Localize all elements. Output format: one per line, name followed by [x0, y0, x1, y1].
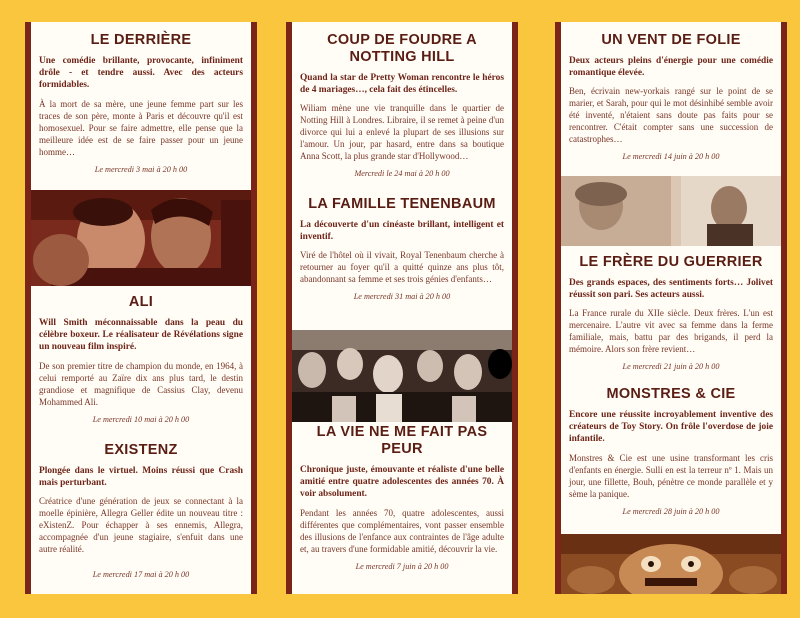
- film-synopsis: Pendant les années 70, quatre adolescentes, aussi différentes que complémentaires, vont passer ensemble des illusions de l'enfance aux contraintes de l'âge adulte et, au travers d'une formidable amitié, découvrir la vie.: [300, 507, 504, 554]
- film-synopsis: La France rurale du XIIe siècle. Deux frères. L'un est mercenaire. L'autre vit avec sa femme dans la ferme familiale, mais, battu par des brigands, il perd la mémoire. Alors son frère revient…: [569, 308, 773, 355]
- film-title: LE FRÈRE DU GUERRIER: [579, 254, 763, 270]
- film-notting-hill: [292, 32, 512, 178]
- film-tagline: Des grands espaces, des sentiments forts… Jolivet réussit son pari. Ses acteurs aussi.: [569, 278, 773, 301]
- film-synopsis: Ben, écrivain new-yorkais rangé sur le point de se marier, et Sarah, pour qui le mot désinhibé semble avoir été inventé, n'étaient sans doute pas faits pour se rencontrer. C'était compter sans une succession de catastrophes…: [569, 86, 773, 145]
- film-date: Le mercredi 28 juin à 20 h 00: [622, 506, 720, 516]
- film-date: Le mercredi 14 juin à 20 h 00: [622, 152, 720, 162]
- film-frere-guerrier: [561, 254, 781, 371]
- film-date: Mercredi le 24 mai à 20 h 00: [354, 169, 450, 179]
- panel-right: [555, 22, 787, 594]
- film-date: Le mercredi 10 mai à 20 h 00: [92, 414, 190, 424]
- film-date: Le mercredi 17 mai à 20 h 00: [92, 570, 190, 579]
- film-title: EXISTENZ: [104, 442, 178, 458]
- panel-left: [25, 22, 257, 594]
- film-date: Le mercredi 3 mai à 20 h 00: [94, 164, 188, 174]
- panel-center: [286, 22, 518, 594]
- film-synopsis: Wiliam mène une vie tranquille dans le quartier de Notting Hill à Londres. Libraire, il se remet à peine d'un divorce qui lui a enlevé la plupart de ses illusions sur l'amour. Un jour, par hasard, entre dans sa boutique Anna Scott, la plus grande star d'Hollywood…: [300, 103, 504, 162]
- still-monstres-cie: [561, 534, 781, 594]
- film-date: Le mercredi 7 juin à 20 h 00: [355, 561, 449, 571]
- film-tagline: Will Smith méconnaissable dans la peau du célèbre boxeur. Le réalisateur de Révélations signe un nouveau film inspiré.: [39, 318, 243, 353]
- film-synopsis: De son premier titre de champion du monde, en 1964, à celui remporté au Zaïre dix ans plus tard, le destin grandiose et magnifique de Cassius Clay, devenu Mohammed Ali.: [39, 360, 243, 407]
- film-tagline: Chronique juste, émouvante et réaliste d'une belle amitié entre quatre adolescentes des années 70. À voir absolument.: [300, 465, 504, 500]
- film-la-vie: [292, 424, 512, 571]
- still-vent-de-folie: [561, 176, 781, 246]
- film-synopsis: Monstres & Cie est une usine transformant les cris d'enfants en énergie. Sulli en est la terreur nº 1. Mais un jour, une fillette, Bouh, pénètre ce monde parallèle et y sème la panique.: [569, 452, 773, 499]
- film-date: Le mercredi 31 mai à 20 h 00: [353, 292, 451, 302]
- film-title: LE DERRIÈRE: [90, 32, 192, 48]
- film-title: ALI: [128, 294, 154, 310]
- film-title: LA VIE NE ME FAIT PAS PEUR: [316, 424, 488, 457]
- film-title: UN VENT DE FOLIE: [601, 32, 741, 48]
- film-tagline: Une comédie brillante, provocante, infiniment drôle - et tendre aussi. Avec des acteurs formidables.: [39, 56, 243, 91]
- film-vent-de-folie: [561, 32, 781, 161]
- film-title: MONSTRES & CIE: [606, 386, 736, 402]
- still-tenenbaum: [292, 330, 512, 422]
- film-tagline: Quand la star de Pretty Woman rencontre le héros de 4 mariages…, cela fait des étincelles.: [300, 73, 504, 96]
- film-synopsis: Viré de l'hôtel où il vivait, Royal Tenenbaum cherche à retourner au foyer qu'il a quitté quinze ans plus tôt, abandonnant sa femme et ses trois génies d'enfants…: [300, 250, 504, 285]
- film-date: Le mercredi 21 juin à 20 h 00: [622, 362, 720, 372]
- film-synopsis: À la mort de sa mère, une jeune femme part sur les traces de son père, monte à Paris et découvre qu'il est homosexuel. Pour se faire admettre, elle pense que la meilleure idée est de se faire passer pour un jeune homme…: [39, 98, 243, 157]
- still-le-derriere: [31, 190, 251, 286]
- film-monstres-cie: [561, 386, 781, 516]
- film-tagline: Plongée dans le virtuel. Moins réussi que Crash mais perturbant.: [39, 466, 243, 489]
- film-tagline: Encore une réussite incroyablement inventive des créateurs de Toy Story. On frôle l'overdose de joie infantile.: [569, 410, 773, 445]
- film-synopsis: Créatrice d'une génération de jeux se connectant à la moelle épinière, Allegra Geller édite un nouveau titre : eXistenZ. Pour échapper à ses ennemis, Allegra, accompagnée d'un jeune stagiaire, s'enfuit dans une autre réalité.: [39, 496, 243, 555]
- film-tagline: Deux acteurs pleins d'énergie pour une comédie romantique élevée.: [569, 56, 773, 79]
- film-title: COUP DE FOUDRE A NOTTING HILL: [327, 32, 477, 65]
- film-tagline: La découverte d'un cinéaste brillant, intelligent et inventif.: [300, 220, 504, 243]
- film-title: LA FAMILLE TENENBAUM: [308, 196, 496, 212]
- film-existenz-footer: [31, 570, 251, 579]
- film-existenz: [31, 442, 251, 555]
- film-ali: [31, 294, 251, 424]
- film-le-derriere: [31, 32, 251, 174]
- film-tenenbaum: [292, 196, 512, 301]
